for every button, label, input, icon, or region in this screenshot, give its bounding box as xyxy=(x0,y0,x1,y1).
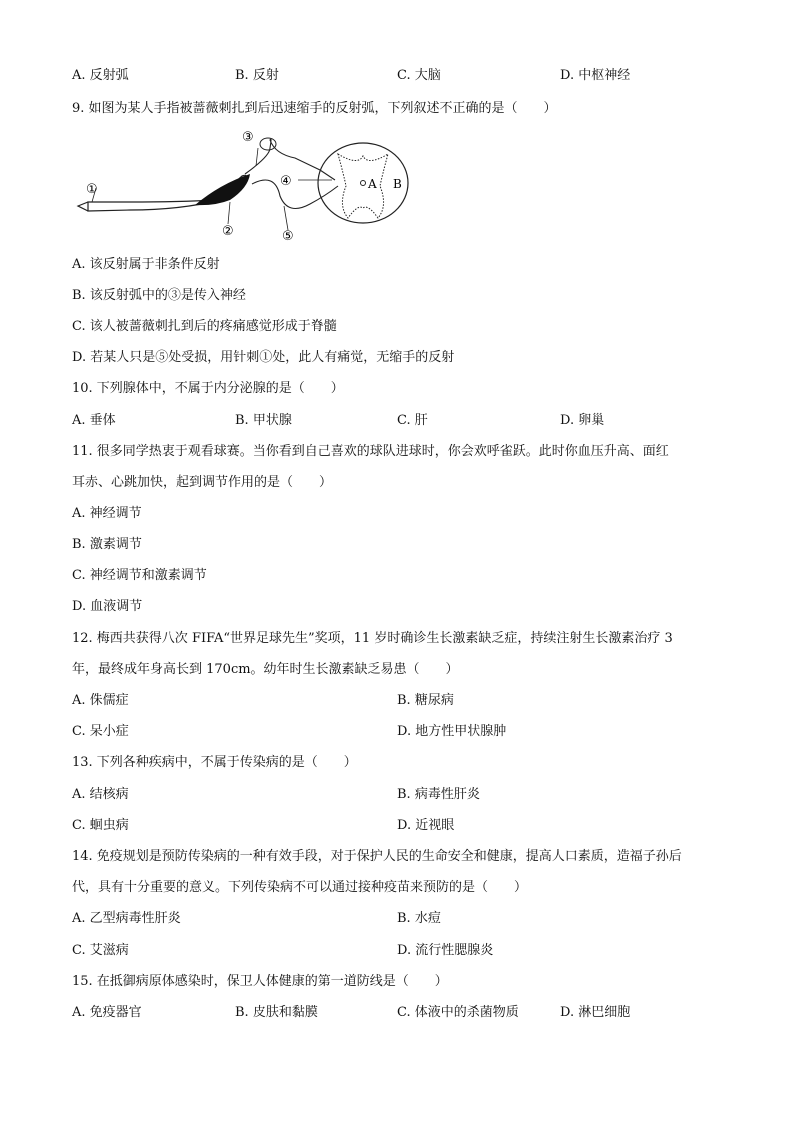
q12-option-a: A. 侏儒症 xyxy=(72,693,129,708)
q14-option-d: D. 流行性腮腺炎 xyxy=(397,943,494,958)
q8-option-d: D. 中枢神经 xyxy=(560,68,631,83)
label-B: B xyxy=(393,177,402,191)
q8-option-b: B. 反射 xyxy=(235,68,279,83)
q13-option-b: B. 病毒性肝炎 xyxy=(397,787,480,802)
label-5: ⑤ xyxy=(282,229,294,244)
q9-option-c: C. 该人被蔷薇刺扎到后的疼痛感觉形成于脊髓 xyxy=(72,319,337,334)
q10-stem: 10. 下列腺体中，不属于内分泌腺的是（ ） xyxy=(72,381,344,396)
q10-option-c: C. 肝 xyxy=(397,413,428,428)
label-3: ③ xyxy=(242,130,254,145)
q15-stem: 15. 在抵御病原体感染时，保卫人体健康的第一道防线是（ ） xyxy=(72,974,448,989)
q14-option-a: A. 乙型病毒性肝炎 xyxy=(72,911,181,926)
leader-5 xyxy=(284,206,288,230)
q9-stem: 9. 如图为某人手指被蔷薇刺扎到后迅速缩手的反射弧，下列叙述不正确的是（ ） xyxy=(72,101,557,116)
q12-option-c: C. 呆小症 xyxy=(72,724,129,739)
q11-stem-line2: 耳赤、心跳加快，起到调节作用的是（ ） xyxy=(72,475,333,490)
q15-option-d: D. 淋巴细胞 xyxy=(560,1005,631,1020)
label-2: ② xyxy=(222,224,234,239)
q11-stem-line1: 11. 很多同学热衷于观看球赛。当你看到自己喜欢的球队进球时，你会欢呼雀跃。此时你血压升高、面红 xyxy=(72,444,669,459)
label-4: ④ xyxy=(280,174,292,189)
q11-option-c: C. 神经调节和激素调节 xyxy=(72,568,207,583)
finger-outline xyxy=(78,202,88,211)
q13-option-a: A. 结核病 xyxy=(72,787,129,802)
q15-option-c: C. 体液中的杀菌物质 xyxy=(397,1005,519,1020)
q12-stem-line2: 年，最终成年身高长到 170cm。幼年时生长激素缺乏易患（ ） xyxy=(72,662,459,677)
q8-option-a: A. 反射弧 xyxy=(72,68,129,83)
q11-option-a: A. 神经调节 xyxy=(72,506,142,521)
q14-option-b: B. 水痘 xyxy=(397,911,441,926)
q12-option-b: B. 糖尿病 xyxy=(397,693,454,708)
q14-option-c: C. 艾滋病 xyxy=(72,943,129,958)
q13-option-d: D. 近视眼 xyxy=(397,818,455,833)
label-A: A xyxy=(368,177,377,191)
q8-option-c: C. 大脑 xyxy=(397,68,441,83)
q9-option-d: D. 若某人只是⑤处受损，用针刺①处，此人有痛觉，无缩手的反射 xyxy=(72,350,455,365)
ganglion xyxy=(260,138,276,150)
q15-option-b: B. 皮肤和黏膜 xyxy=(235,1005,318,1020)
reflex-arc-diagram xyxy=(70,126,420,246)
q14-stem-line1: 14. 免疫规划是预防传染病的一种有效手段，对于保护人民的生命安全和健康，提高人口素质，造福子孙后 xyxy=(72,849,682,864)
q10-option-d: D. 卵巢 xyxy=(560,413,605,428)
q12-stem-line1: 12. 梅西共获得八次 FIFA“世界足球先生”奖项，11 岁时确诊生长激素缺乏症，持续注射生长激素治疗 3 xyxy=(72,631,673,646)
leader-2 xyxy=(228,202,230,224)
muscle-shape xyxy=(195,174,250,205)
q11-option-b: B. 激素调节 xyxy=(72,537,142,552)
q10-option-b: B. 甲状腺 xyxy=(235,413,292,428)
central-canal xyxy=(361,181,366,186)
q9-option-b: B. 该反射弧中的③是传入神经 xyxy=(72,288,246,303)
q11-option-d: D. 血液调节 xyxy=(72,599,143,614)
leader-3 xyxy=(256,148,258,166)
q13-option-c: C. 蛔虫病 xyxy=(72,818,129,833)
q9-option-a: A. 该反射属于非条件反射 xyxy=(72,257,220,272)
label-1: ① xyxy=(86,182,98,197)
q10-option-a: A. 垂体 xyxy=(72,413,116,428)
q12-option-d: D. 地方性甲状腺肿 xyxy=(397,724,507,739)
q14-stem-line2: 代，具有十分重要的意义。下列传染病不可以通过接种疫苗来预防的是（ ） xyxy=(72,880,528,895)
q15-option-a: A. 免疫器官 xyxy=(72,1005,142,1020)
q13-stem: 13. 下列各种疾病中，不属于传染病的是（ ） xyxy=(72,755,357,770)
